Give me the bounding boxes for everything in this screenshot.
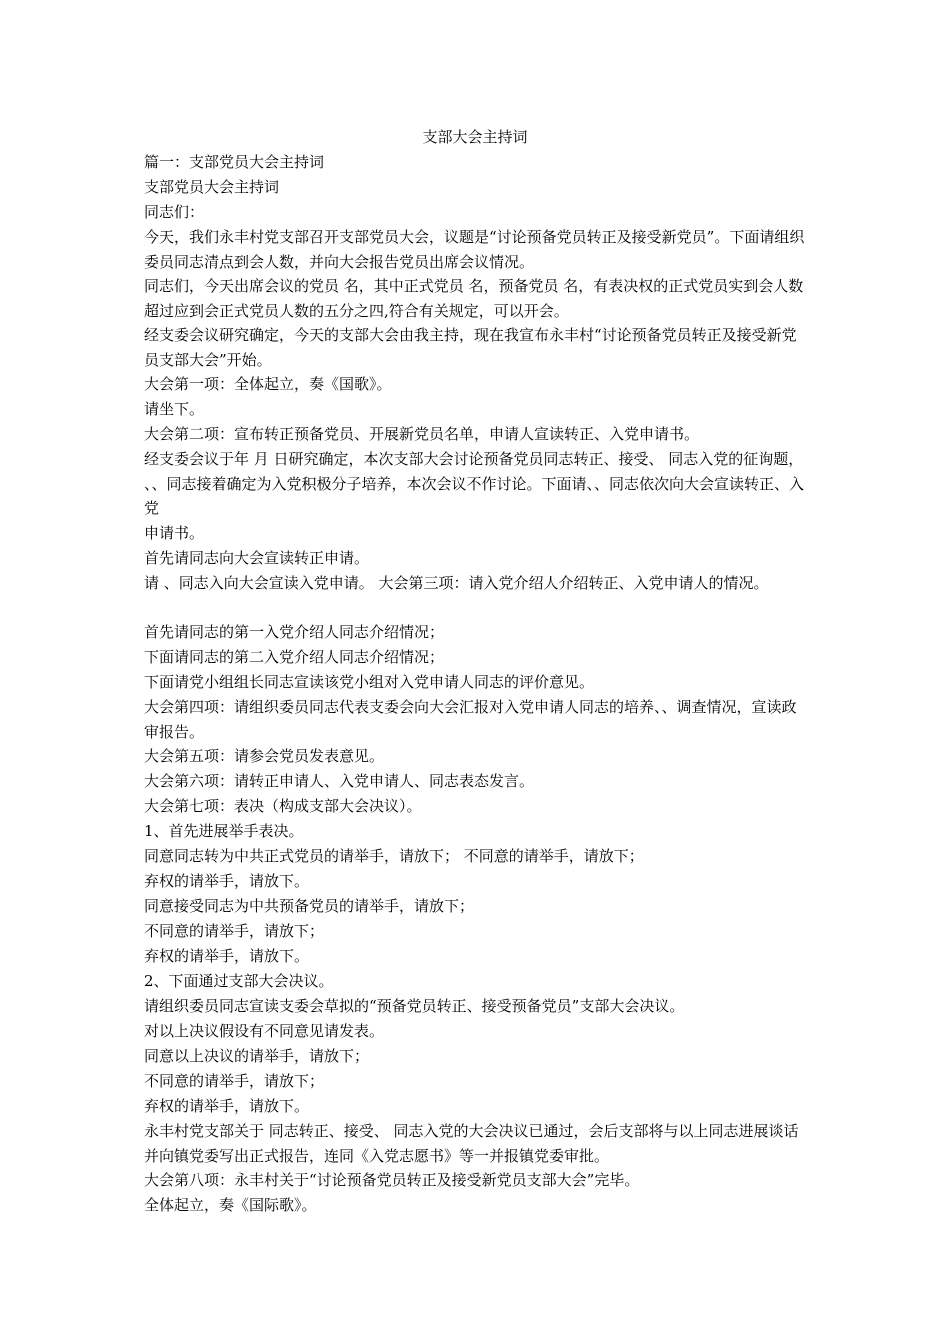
paragraph: 同意以上决议的请举手，请放下； <box>144 1047 370 1065</box>
paragraph: 2、下面通过支部大会决议。 <box>144 972 334 990</box>
paragraph: 请坐下。 <box>144 400 205 418</box>
paragraph: 1、首先进展举手表决。 <box>144 822 304 840</box>
paragraph: 同志们，今天出席会议的党员 名，其中正式党员 名，预备党员 名，有表决权的正式党员实到会人数超过应到会正式党员人数的五分之四,符合有关规定，可以开会。 <box>144 277 804 320</box>
paragraph: 同志们： <box>144 203 205 221</box>
paragraph: 大会第四项：请组织委员同志代表支委会向大会汇报对入党申请人同志的培养、、调查情况，宣读政审报告。 <box>144 698 797 741</box>
paragraph: 请 、同志入向大会宣读入党申请。 大会第三项：请入党介绍人介绍转正、入党申请人的情况。 <box>144 574 769 592</box>
paragraph: 大会第七项：表决（构成支部大会决议）。 <box>144 797 422 815</box>
paragraph: 不同意的请举手，请放下； <box>144 1072 325 1090</box>
paragraph: 全体起立，奏《国际歌》。 <box>144 1196 317 1214</box>
paragraph: 大会第八项：永丰村关于“讨论预备党员转正及接受新党员支部大会”完毕。 <box>144 1171 640 1189</box>
paragraph: 请组织委员同志宣读支委会草拟的“预备党员转正、接受预备党员”支部大会决议。 <box>144 997 685 1015</box>
paragraph: 下面请党小组组长同志宣读该党小组对入党申请人同志的评价意见。 <box>144 673 595 691</box>
paragraph: 支部党员大会主持词 <box>144 178 280 196</box>
paragraph: 大会第六项：请转正申请人、入党申请人、同志表态发言。 <box>144 772 535 790</box>
paragraph: 大会第一项：全体起立，奏《国歌》。 <box>144 375 392 393</box>
paragraph: 永丰村党支部关于 同志转正、接受、 同志入党的大会决议已通过，会后支部将与以上同志进展谈话并向镇党委写出正式报告，连同《入党志愿书》等一并报镇党委审批。 <box>144 1122 799 1165</box>
paragraph: 下面请同志的第二入党介绍人同志介绍情况； <box>144 648 445 666</box>
paragraph: 弃权的请举手，请放下。 <box>144 872 310 890</box>
paragraph: 同意同志转为中共正式党员的请举手，请放下； 不同意的请举手，请放下； <box>144 847 644 865</box>
page-title: 支部大会主持词 <box>422 128 528 146</box>
paragraph: 经支委会议于年 月 日研究确定，本次支部大会讨论预备党员同志转正、接受、 同志入党的征询题， 、、同志接着确定为入党积极分子培养，本次会议不作讨论。下面请、、同志依次向大会宣读转正、入党 <box>144 450 805 517</box>
paragraph: 不同意的请举手，请放下； <box>144 922 325 940</box>
paragraph: 篇一：支部党员大会主持词 <box>144 153 325 171</box>
paragraph: 同意接受同志为中共预备党员的请举手，请放下； <box>144 897 475 915</box>
paragraph: 申请书。 <box>144 524 205 542</box>
paragraph: 首先请同志的第一入党介绍人同志介绍情况； <box>144 623 445 641</box>
paragraph: 对以上决议假设有不同意见请发表。 <box>144 1022 385 1040</box>
paragraph: 首先请同志向大会宣读转正申请。 <box>144 549 370 567</box>
paragraph: 大会第五项：请参会党员发表意见。 <box>144 747 385 765</box>
paragraph: 弃权的请举手，请放下。 <box>144 947 310 965</box>
paragraph: 今天，我们永丰村党支部召开支部党员大会，议题是“讨论预备党员转正及接受新党员”。下面请组织委员同志清点到会人数，并向大会报告党员出席会议情况。 <box>144 228 805 271</box>
paragraph: 弃权的请举手，请放下。 <box>144 1097 310 1115</box>
paragraph: 大会第二项：宣布转正预备党员、开展新党员名单，申请人宣读转正、入党申请书。 <box>144 425 700 443</box>
paragraph: 经支委会议研究确定，今天的支部大会由我主持，现在我宣布永丰村“讨论预备党员转正及接受新党员支部大会”开始。 <box>144 326 797 369</box>
